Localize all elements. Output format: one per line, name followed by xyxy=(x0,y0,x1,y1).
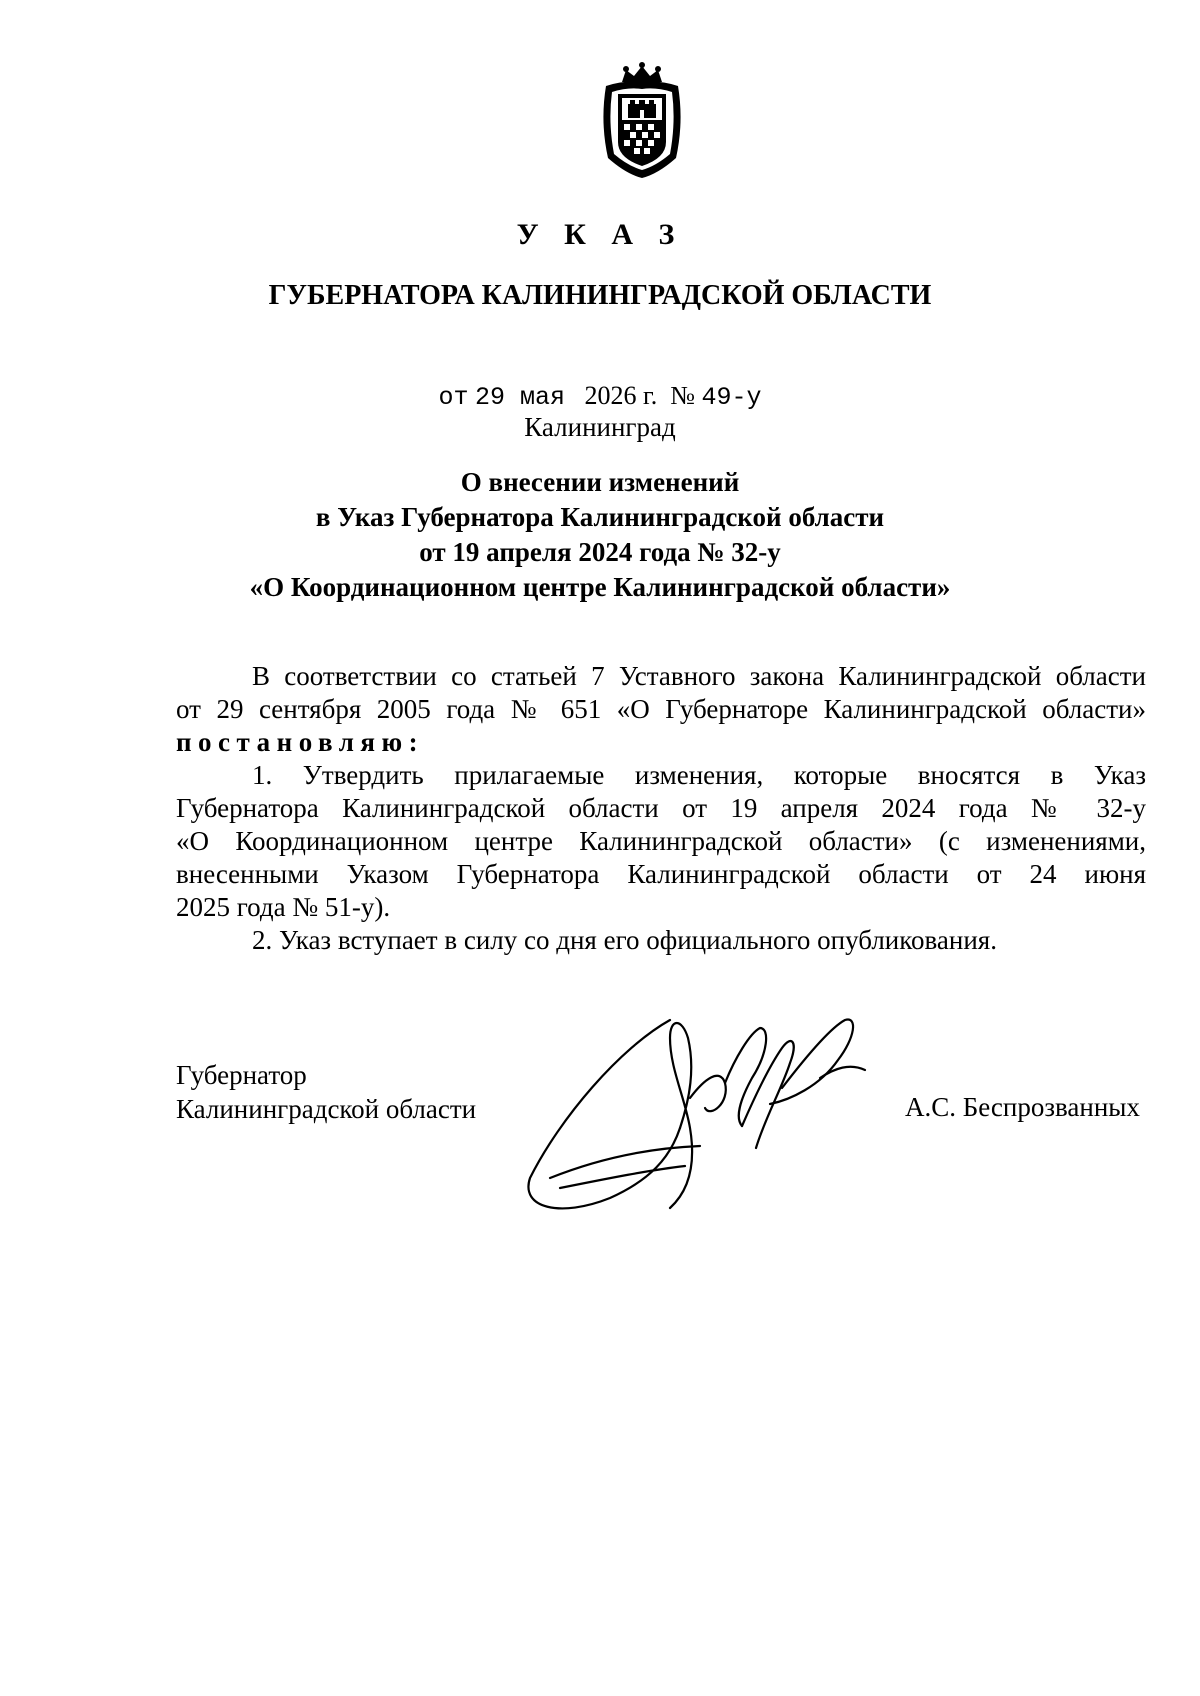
item-1-line: 2025 года № 51-у). xyxy=(176,892,391,922)
signature-icon xyxy=(520,1008,900,1218)
document-type-title: У К А З xyxy=(516,218,684,251)
decree-heading xyxy=(0,465,1200,605)
decree-word: постановляю: xyxy=(176,727,425,757)
coat-of-arms-icon xyxy=(596,62,688,180)
heading-line: «О Координационном центре Калининградской области» xyxy=(249,572,951,602)
decree-number: 49-у xyxy=(701,383,762,412)
item-1-line: «О Координационном центре Калининградской области» (с изменениями, xyxy=(176,826,1146,856)
preamble-line: от 29 сентября 2005 года № 651 «О Губернаторе Калининградской области» xyxy=(176,694,1146,724)
signatory-position xyxy=(176,1058,476,1126)
item-1-line: внесенными Указом Губернатора Калининградской области от 24 июня xyxy=(176,859,1146,889)
document-issuer-title: ГУБЕРНАТОРА КАЛИНИНГРАДСКОЙ ОБЛАСТИ xyxy=(268,280,932,311)
city-name: Калининград xyxy=(524,412,676,442)
heading-line: от 19 апреля 2024 года № 32-у xyxy=(419,537,781,567)
position-line: Калининградской области xyxy=(176,1094,477,1124)
date-number-line xyxy=(0,381,1200,412)
item-1-line: Губернатора Калининградской области от 19 апреля 2024 года № 32-у xyxy=(176,793,1146,823)
signatory-name: А.С. Беспрозванных xyxy=(905,1092,1140,1122)
heading-line: в Указ Губернатора Калининградской области xyxy=(315,502,885,532)
date-prefix: от xyxy=(438,383,469,412)
position-line: Губернатор xyxy=(176,1060,307,1090)
heading-line: О внесении изменений xyxy=(460,467,740,497)
preamble-line: В соответствии со статьей 7 Уставного закона Калининградской области xyxy=(252,661,1146,691)
item-1-line: 1. Утвердить прилагаемые изменения, которые вносятся в Указ xyxy=(252,760,1146,790)
date-year: 2026 г. xyxy=(584,381,658,410)
number-sign: № xyxy=(670,381,696,410)
date-value: 29 мая xyxy=(474,383,565,412)
item-2: 2. Указ вступает в силу со дня его официального опубликования. xyxy=(252,925,997,955)
decree-body xyxy=(176,660,1146,957)
